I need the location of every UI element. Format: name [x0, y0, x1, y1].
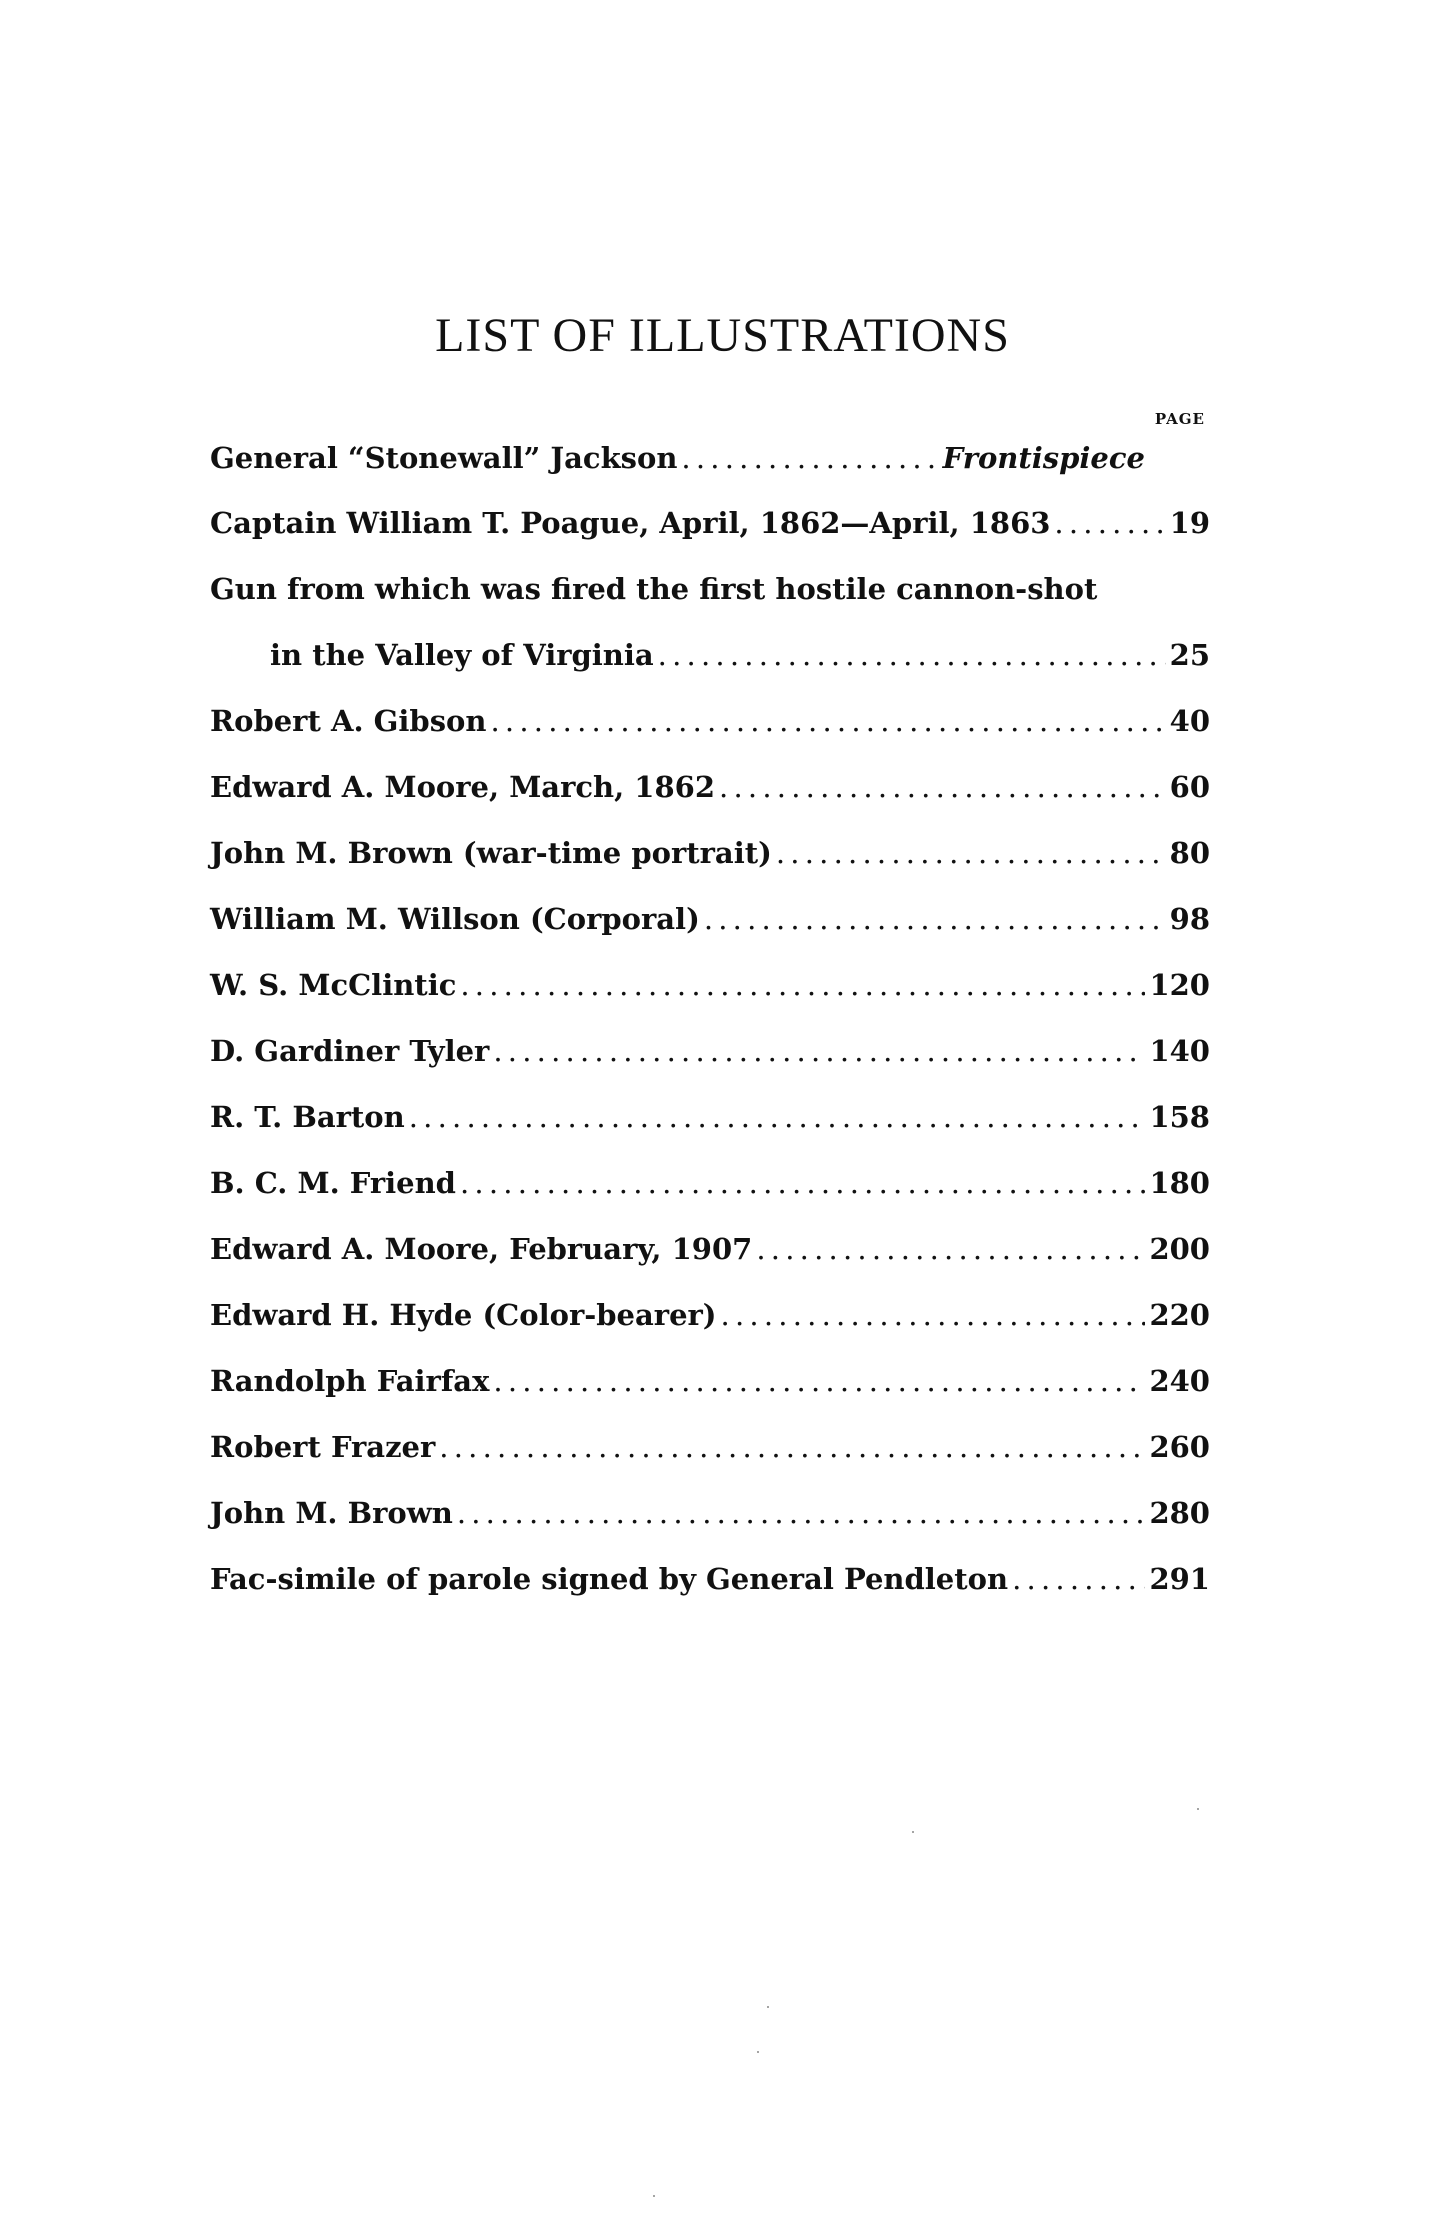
- list-item: [210, 1496, 1210, 1536]
- entry-page: 60: [1169, 770, 1210, 804]
- entry-label: Edward A. Moore, February, 1907: [210, 1232, 753, 1266]
- paper-speck: [767, 2006, 769, 2008]
- entry-page: 40: [1169, 704, 1210, 738]
- list-item: [210, 1430, 1210, 1470]
- entry-page: 158: [1149, 1100, 1210, 1134]
- entry-page: 25: [1169, 638, 1210, 672]
- entry-label: John M. Brown: [210, 1496, 453, 1530]
- entry-page: 240: [1149, 1364, 1210, 1398]
- dot-leader: [1054, 506, 1165, 540]
- entry-page: 180: [1149, 1166, 1210, 1200]
- paper-speck: [1197, 1808, 1199, 1810]
- entry-page: 220: [1149, 1298, 1210, 1332]
- dot-leader: [776, 836, 1166, 870]
- entry-label: Randolph Fairfax: [210, 1364, 490, 1398]
- list-item: [210, 968, 1210, 1008]
- paper-speck: [912, 1831, 914, 1833]
- entry-label: Fac-simile of parole signed by General Pendleton: [210, 1562, 1009, 1596]
- entry-label: Captain William T. Poague, April, 1862—April, 1863: [210, 506, 1051, 540]
- list-item: [210, 704, 1210, 744]
- list-item-line-one: [210, 572, 1145, 612]
- entry-label: Robert Frazer: [210, 1430, 436, 1464]
- list-item: [210, 770, 1210, 810]
- entry-page: 260: [1149, 1430, 1210, 1464]
- entry-label: R. T. Barton: [210, 1100, 405, 1134]
- list-item: [210, 1100, 1210, 1140]
- entry-page: 280: [1149, 1496, 1210, 1530]
- paper-speck: [653, 2195, 655, 2197]
- entry-label: B. C. M. Friend: [210, 1166, 456, 1200]
- entry-label-line-one: Gun from which was fired the first hostile cannon-shot: [210, 572, 1098, 606]
- entry-page: 140: [1149, 1034, 1210, 1068]
- entry-label: W. S. McClintic: [210, 968, 457, 1002]
- list-item: [210, 902, 1210, 942]
- entry-page: 291: [1149, 1562, 1210, 1596]
- entry-label-line-two: in the Valley of Virginia: [270, 638, 654, 672]
- list-item: [210, 506, 1210, 546]
- dot-leader: [457, 1496, 1146, 1530]
- dot-leader: [681, 441, 938, 475]
- dot-leader: [439, 1430, 1145, 1464]
- entry-label: Robert A. Gibson: [210, 704, 487, 738]
- list-item: [210, 1562, 1210, 1602]
- entry-page: 80: [1169, 836, 1210, 870]
- dot-leader: [756, 1232, 1145, 1266]
- list-item: [210, 1034, 1210, 1074]
- page-column-label: PAGE: [1154, 410, 1205, 428]
- entry-page: 120: [1149, 968, 1210, 1002]
- dot-leader: [460, 1166, 1146, 1200]
- entry-label: Edward A. Moore, March, 1862: [210, 770, 716, 804]
- dot-leader: [721, 1298, 1146, 1332]
- dot-leader: [493, 1034, 1145, 1068]
- entry-page: Frontispiece: [942, 441, 1145, 475]
- list-item: [210, 441, 1145, 481]
- list-item-line-two: [270, 638, 1210, 678]
- page-title: LIST OF ILLUSTRATIONS: [435, 309, 1010, 362]
- paper-speck: [757, 2051, 759, 2053]
- dot-leader: [719, 770, 1166, 804]
- dot-leader: [490, 704, 1165, 738]
- entry-page: 98: [1169, 902, 1210, 936]
- entry-label: General “Stonewall” Jackson: [210, 441, 678, 475]
- entry-label: William M. Willson (Corporal): [210, 902, 700, 936]
- dot-leader: [1012, 1562, 1145, 1596]
- list-item: [210, 1298, 1210, 1338]
- entry-label: John M. Brown (war-time portrait): [210, 836, 772, 870]
- list-item: [210, 836, 1210, 876]
- entry-label: D. Gardiner Tyler: [210, 1034, 490, 1068]
- dot-leader: [460, 968, 1145, 1002]
- dot-leader: [409, 1100, 1146, 1134]
- entry-page: 200: [1149, 1232, 1210, 1266]
- list-item: [210, 1166, 1210, 1206]
- dot-leader: [658, 638, 1166, 672]
- dot-leader: [704, 902, 1166, 936]
- list-item: [210, 1232, 1210, 1272]
- entry-page: 19: [1169, 506, 1210, 540]
- dot-leader: [493, 1364, 1145, 1398]
- entry-label: Edward H. Hyde (Color-bearer): [210, 1298, 717, 1332]
- list-item: [210, 1364, 1210, 1404]
